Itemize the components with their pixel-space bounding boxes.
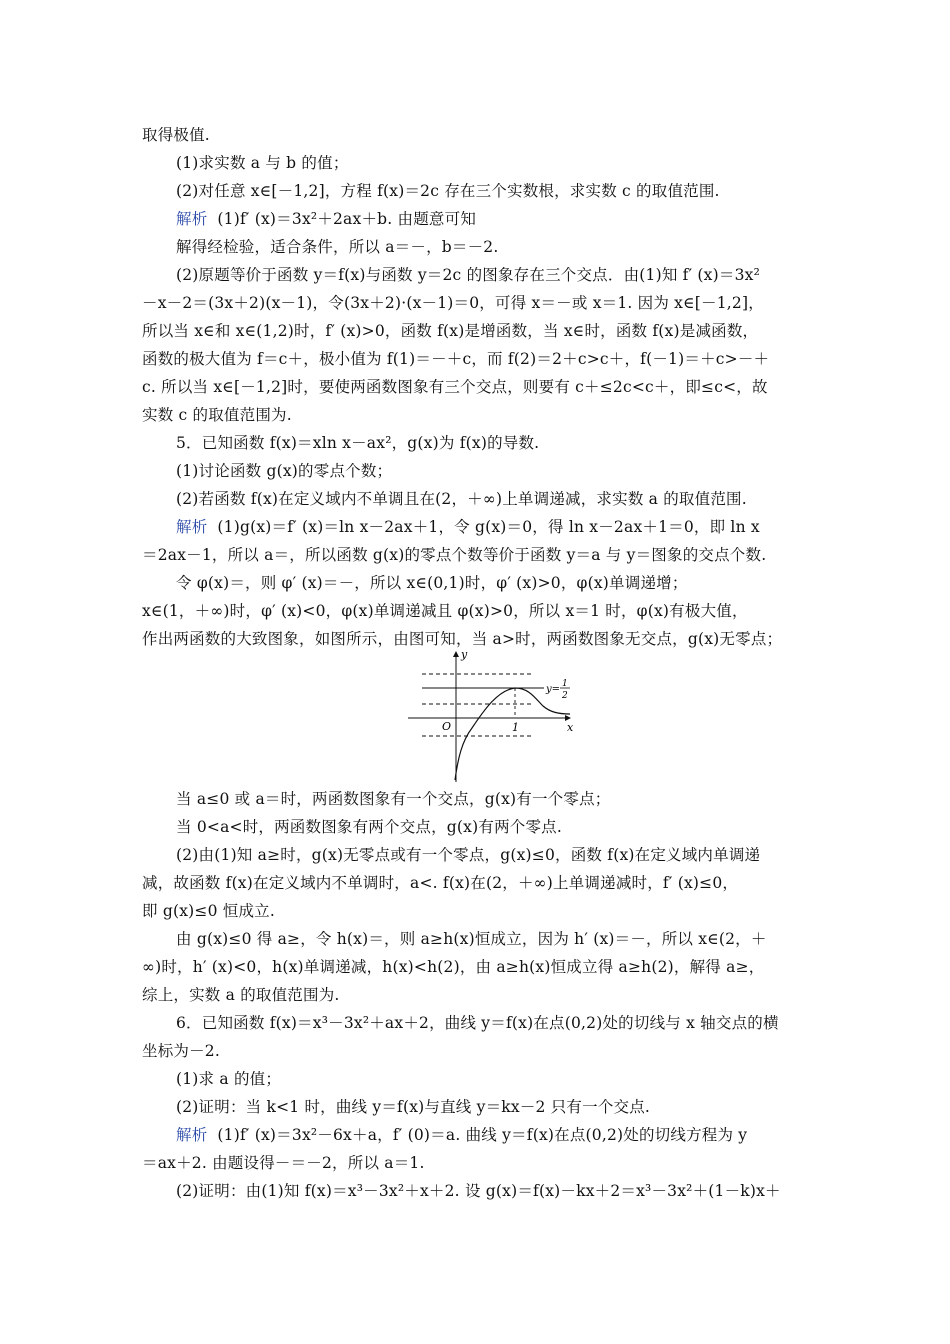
- y-axis-label: y: [461, 648, 468, 661]
- text-line: 综上，实数 a 的取值范围为.: [142, 986, 340, 1004]
- text-line: (2)原题等价于函数 y＝f(x)与函数 y＝2c 的图象存在三个交点．由(1)知 f′ (x)＝3x²: [176, 266, 760, 284]
- text-line: －x－2＝(3x＋2)(x－1)，令(3x＋2)·(x－1)＝0，可得 x＝－或 x＝1. 因为 x∈[－1,2]，: [142, 294, 764, 312]
- jiexi-label: 解析: [176, 1126, 208, 1144]
- text-line: 6．已知函数 f(x)＝x³－3x²＋ax＋2，曲线 y＝f(x)在点(0,2)处的切线与 x 轴交点的横: [176, 1014, 779, 1032]
- curve-label: y=: [546, 684, 561, 695]
- text-line: c. 所以当 x∈[－1,2]时，要使两函数图象有三个交点，则要有 c＋≤2c<c＋，即≤c<，故: [142, 378, 768, 396]
- text-line: x∈(1，＋∞)时，φ′ (x)<0，φ(x)单调递减且 φ(x)>0，所以 x＝1 时，φ(x)有极大值，: [142, 602, 748, 620]
- text-line: 解析 (1)g(x)＝f′ (x)＝ln x－2ax＋1，令 g(x)＝0，得 ln x－2ax＋1＝0，即 ln x: [176, 518, 760, 536]
- jiexi-label: 解析: [176, 210, 208, 228]
- text-line: 所以当 x∈和 x∈(1,2)时，f′ (x)>0，函数 f(x)是增函数，当 x∈时，函数 f(x)是减函数，: [142, 322, 759, 340]
- text-line: (2)证明：当 k<1 时，曲线 y＝f(x)与直线 y＝kx－2 只有一个交点.: [176, 1098, 651, 1116]
- text-line: 作出两函数的大致图象，如图所示，由图可知，当 a>时，两函数图象无交点，g(x)无零点；: [142, 630, 783, 648]
- text-line: 减，故函数 f(x)在定义域内不单调时，a<. f(x)在(2，＋∞)上单调递减时，f′ (x)≤0，: [142, 874, 739, 892]
- curve-phi: [455, 688, 570, 780]
- text-line: 解析 (1)f′ (x)＝3x²－6x＋a，f′ (0)＝a. 曲线 y＝f(x)在点(0,2)处的切线方程为 y: [176, 1126, 748, 1144]
- curve-label-denominator: 2: [562, 691, 568, 701]
- function-graph-figure: [404, 646, 580, 784]
- origin-label: O: [442, 720, 452, 733]
- text-line: 解得经检验，适合条件，所以 a＝－，b＝－2.: [176, 238, 499, 256]
- text-line: ＝2ax－1，所以 a＝，所以函数 g(x)的零点个数等价于函数 y＝a 与 y＝图象的交点个数.: [142, 546, 767, 564]
- text-line: (2)由(1)知 a≥时，g(x)无零点或有一个零点，g(x)≤0，函数 f(x)在定义域内单调递: [176, 846, 761, 864]
- x-axis-label: x: [567, 721, 574, 734]
- text-line: 即 g(x)≤0 恒成立.: [142, 902, 275, 920]
- text-line: 取得极值.: [142, 126, 210, 144]
- text-line: (2)若函数 f(x)在定义域内不单调且在(2，＋∞)上单调递减，求实数 a 的取值范围.: [176, 490, 747, 508]
- text-line: 当 a≤0 或 a＝时，两函数图象有一个交点，g(x)有一个零点；: [176, 790, 611, 808]
- text-line: 当 0<a<时，两函数图象有两个交点，g(x)有两个零点.: [176, 818, 562, 836]
- text-line: ＝ax＋2. 由题设得－＝－2，所以 a＝1.: [142, 1154, 425, 1172]
- text-line: (1)讨论函数 g(x)的零点个数；: [176, 462, 393, 480]
- text-line: 由 g(x)≤0 得 a≥，令 h(x)＝，则 a≥h(x)恒成立，因为 h′ (x)＝－，所以 x∈(2，＋: [176, 930, 767, 948]
- text-line: (2)证明：由(1)知 f(x)＝x³－3x²＋x＋2. 设 g(x)＝f(x)－kx＋2＝x³－3x²＋(1－k)x＋: [176, 1182, 781, 1200]
- tick-label-1: 1: [512, 721, 519, 734]
- text-line: 5．已知函数 f(x)＝xln x－ax²，g(x)为 f(x)的导数.: [176, 434, 540, 452]
- curve-label-numerator: 1: [562, 679, 568, 689]
- text-line: (2)对任意 x∈[－1,2]，方程 f(x)＝2c 存在三个实数根，求实数 c 的取值范围.: [176, 182, 720, 200]
- text-line: 实数 c 的取值范围为.: [142, 406, 292, 424]
- text-line: (1)求实数 a 与 b 的值；: [176, 154, 349, 172]
- text-line: 坐标为－2.: [142, 1042, 220, 1060]
- text-line: ∞)时，h′ (x)<0，h(x)单调递减，h(x)<h(2)，由 a≥h(x)恒成立得 a≥h(2)，解得 a≥，: [142, 958, 765, 976]
- text-line: 令 φ(x)＝，则 φ′ (x)＝－，所以 x∈(0,1)时，φ′ (x)>0，φ(x)单调递增；: [176, 574, 688, 592]
- text-line: 函数的极大值为 f＝c＋，极小值为 f(1)＝－＋c，而 f(2)＝2＋c>c＋，f(－1)＝＋c>－＋: [142, 350, 770, 368]
- text-line: (1)求 a 的值；: [176, 1070, 282, 1088]
- jiexi-label: 解析: [176, 518, 208, 536]
- text-line: 解析 (1)f′ (x)＝3x²＋2ax＋b. 由题意可知: [176, 210, 477, 228]
